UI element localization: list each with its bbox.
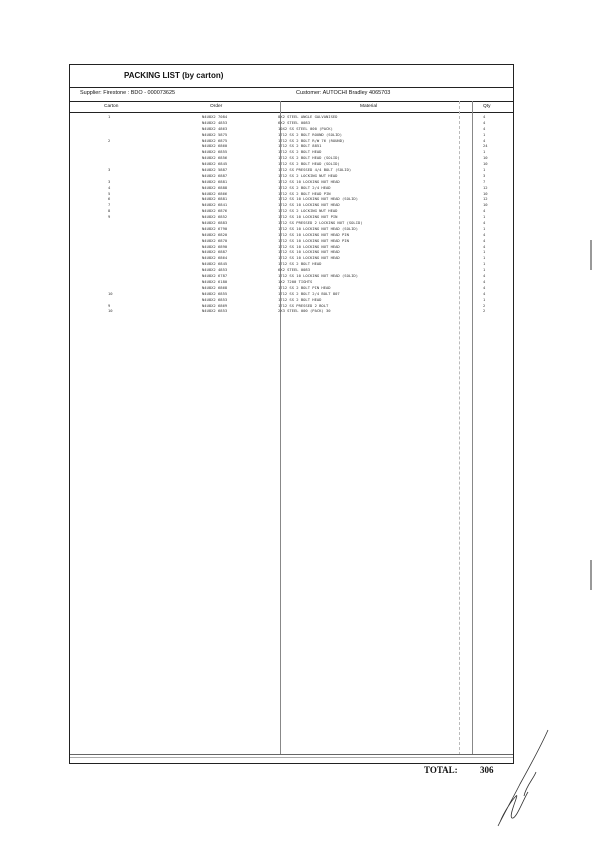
divider <box>70 754 513 755</box>
row-material: 10X2 SS STEEL 000 (PACK) <box>278 125 333 131</box>
row-material: 1712 SS PRESSED 2 BOLT <box>278 302 329 308</box>
row-order: N4U8X2 6853 <box>202 296 228 302</box>
row-qty: 4 <box>483 220 486 226</box>
row-material: 1712 SS 10 LOCKING NUT PIN <box>278 214 338 220</box>
row-order: N4U8X2 6856 <box>202 155 228 161</box>
row-order: N4U8X2 6887 <box>202 172 228 178</box>
row-carton: 5 <box>108 190 111 196</box>
row-order: N4U8X2 6845 <box>202 161 228 167</box>
row-qty: 3 <box>483 172 486 178</box>
row-order: N4U8X2 6180 <box>202 278 228 284</box>
row-order: N4U8X2 6841 <box>202 202 228 208</box>
row-order: N4U8X2 6855 <box>202 290 228 296</box>
row-material: 1712 SS 10 LOCKING NUT HEAD (SOLID) <box>278 196 359 202</box>
column-header-carton: Carton <box>104 104 119 109</box>
row-carton: 9 <box>108 214 111 220</box>
column-header-qty: Qty <box>483 104 491 109</box>
row-order: N4U8X2 6890 <box>202 243 228 249</box>
row-qty: 12 <box>483 184 488 190</box>
scan-edge-mark <box>590 560 592 590</box>
row-order: N4U8X2 5875 <box>202 131 228 137</box>
row-order: N4U8X2 6866 <box>202 190 228 196</box>
row-material: 1712 SS 10 LOCKING NUT HEAD PIN <box>278 231 349 237</box>
row-order: N4U8X2 4853 <box>202 267 228 273</box>
row-qty: 1 <box>483 214 486 220</box>
row-qty: 1 <box>483 149 486 155</box>
row-qty: 2 <box>483 308 486 314</box>
info-row <box>70 87 513 102</box>
row-material: 2X3 STEEL 000 (PACK) 30 <box>278 308 331 314</box>
row-order: N4U8X2 6860 <box>202 143 228 149</box>
row-order: N4U8X2 5887 <box>202 167 228 173</box>
row-qty: 2 <box>483 302 486 308</box>
row-qty: 4 <box>483 137 486 143</box>
row-qty: 4 <box>483 119 486 125</box>
row-qty: 10 <box>483 161 488 167</box>
row-material: 1712 SS 2 BOLT PIN HEAD <box>278 284 331 290</box>
row-order: N4U8X2 6869 <box>202 302 228 308</box>
row-order: N4U8X2 6881 <box>202 196 228 202</box>
column-header-material: Material <box>360 104 378 109</box>
row-material: 1712 SS 2 BOLT R/W 76 (ROUND) <box>278 137 345 143</box>
row-qty: 24 <box>483 143 488 149</box>
total-value: 306 <box>480 765 494 775</box>
row-order: N4U8X2 6820 <box>202 231 228 237</box>
row-carton: 10 <box>108 308 113 314</box>
row-material: 6X2 STEEL 0083 <box>278 267 311 273</box>
row-material: 1712 SS 10 LOCKING NUT HEAD <box>278 202 340 208</box>
supplier-info: Supplier: Firestone : BDO - 000073625 <box>80 90 176 96</box>
row-qty: 12 <box>483 196 488 202</box>
row-material: 1712 SS PRESSED 4/4 BOLT (SOLID) <box>278 167 352 173</box>
row-material: 1712 SS 2 BOLT 2/4 HEAD <box>278 184 331 190</box>
row-carton: 2 <box>108 137 111 143</box>
signature <box>490 726 560 836</box>
row-material: 1712 SS 10 LOCKING NUT HEAD <box>278 249 340 255</box>
row-material: 1712 SS 10 LOCKING NUT HEAD (SOLID) <box>278 273 359 279</box>
row-qty: 4 <box>483 273 486 279</box>
row-order: N4U8X2 6787 <box>202 273 228 279</box>
document-title: PACKING LIST (by carton) <box>124 71 224 80</box>
row-qty: 7 <box>483 178 486 184</box>
row-carton: 7 <box>108 202 111 208</box>
row-material: 1712 SS 2 BOLT HEAD (SOLID) <box>278 161 340 167</box>
row-material: 1712 SS 2 BOLT HEAD (SOLID) <box>278 155 340 161</box>
row-qty: 1 <box>483 225 486 231</box>
row-qty: 4 <box>483 284 486 290</box>
row-qty: 4 <box>483 114 486 119</box>
row-carton: 3 <box>108 178 111 184</box>
row-qty: 1 <box>483 131 486 137</box>
customer-info: Customer: AUTOCHI Bradley 4065703 <box>296 90 391 96</box>
row-order: N4U8X2 6852 <box>202 214 228 220</box>
row-qty: 1 <box>483 167 486 173</box>
row-material: 1X2 7200 TIGHTS <box>278 278 313 284</box>
row-qty: 10 <box>483 202 488 208</box>
row-material: 1712 SS 2 BOLT 8851 <box>278 143 322 149</box>
row-order: N4U8X2 6855 <box>202 149 228 155</box>
row-material: 1712 SS 2 BOLT 2/4 BOLT 807 <box>278 290 340 296</box>
row-qty: 4 <box>483 237 486 243</box>
column-header-row <box>70 101 513 113</box>
row-material: 1712 SS 2 BOLT HEAD <box>278 296 322 302</box>
row-qty: 1 <box>483 296 486 302</box>
row-order: N4U8X2 6868 <box>202 284 228 290</box>
row-order: N4U8X2 6881 <box>202 178 228 184</box>
row-carton: 1 <box>108 114 111 119</box>
row-order: N4U8X2 6883 <box>202 220 228 226</box>
table-row <box>70 308 513 314</box>
row-carton: 4 <box>108 184 111 190</box>
row-carton: 10 <box>108 290 113 296</box>
row-qty: 4 <box>483 243 486 249</box>
row-material: 1712 SS 10 LOCKING NUT HEAD <box>278 178 340 184</box>
row-qty: 4 <box>483 208 486 214</box>
title-row <box>70 65 513 88</box>
row-material: 8X2 STEEL ANGLE GALVANISED <box>278 114 338 119</box>
row-material: 1712 SS PRESSED 2 LOCKING NUT (SOLID) <box>278 220 363 226</box>
row-carton: 3 <box>108 167 111 173</box>
row-material: 1712 SS 10 LOCKING NUT HEAD <box>278 243 340 249</box>
row-qty: 4 <box>483 231 486 237</box>
row-order: N4U8X2 6888 <box>202 184 228 190</box>
row-order: N4U8X2 6870 <box>202 237 228 243</box>
row-material: 1712 SS 10 LOCKING NUT HEAD PIN <box>278 237 349 243</box>
row-order: N4U8X2 6790 <box>202 225 228 231</box>
row-material: 1712 SS 2 BOLT HEAD <box>278 149 322 155</box>
row-order: N4U8X2 6876 <box>202 208 228 214</box>
column-header-order: Order <box>210 104 223 109</box>
row-order: N4U8X2 6887 <box>202 249 228 255</box>
packing-list-sheet <box>69 64 514 764</box>
row-qty: 1 <box>483 249 486 255</box>
row-material: 6X2 STEEL 0083 <box>278 119 311 125</box>
row-carton: 6 <box>108 196 111 202</box>
row-material: 1712 SS 2 BOLT HEAD PIN <box>278 190 331 196</box>
row-material: 1712 SS 2 BOLT HEAD <box>278 261 322 267</box>
row-order: N4U8X2 6853 <box>202 308 228 314</box>
row-order: N4U8X2 7084 <box>202 114 228 119</box>
total-label: TOTAL: <box>424 765 458 775</box>
row-material: 1712 SS 2 BOLT ROUND (SOLID) <box>278 131 343 137</box>
row-order: N4U8X2 4863 <box>202 125 228 131</box>
row-carton: 9 <box>108 302 111 308</box>
row-order: N4U8X2 4853 <box>202 119 228 125</box>
row-qty: 4 <box>483 290 486 296</box>
row-material: 1712 SS 10 LOCKING NUT HEAD (SOLID) <box>278 225 359 231</box>
row-material: 1712 SS 2 LOCKING NUT HEAD <box>278 208 338 214</box>
row-qty: 10 <box>483 190 488 196</box>
row-order: N4U8X2 6845 <box>202 261 228 267</box>
row-material: 1712 SS 10 LOCKING NUT HEAD <box>278 255 340 261</box>
divider <box>70 757 513 758</box>
packing-rows <box>70 114 513 314</box>
row-qty: 1 <box>483 267 486 273</box>
row-material: 1712 SS 2 LOCKING NUT HEAD <box>278 172 338 178</box>
row-carton: 8 <box>108 208 111 214</box>
row-qty: 4 <box>483 278 486 284</box>
row-qty: 1 <box>483 261 486 267</box>
row-order: N4U8X2 6864 <box>202 255 228 261</box>
row-qty: 1 <box>483 255 486 261</box>
scan-edge-mark <box>590 240 592 270</box>
row-order: N4U8X2 6875 <box>202 137 228 143</box>
row-qty: 4 <box>483 125 486 131</box>
row-qty: 10 <box>483 155 488 161</box>
